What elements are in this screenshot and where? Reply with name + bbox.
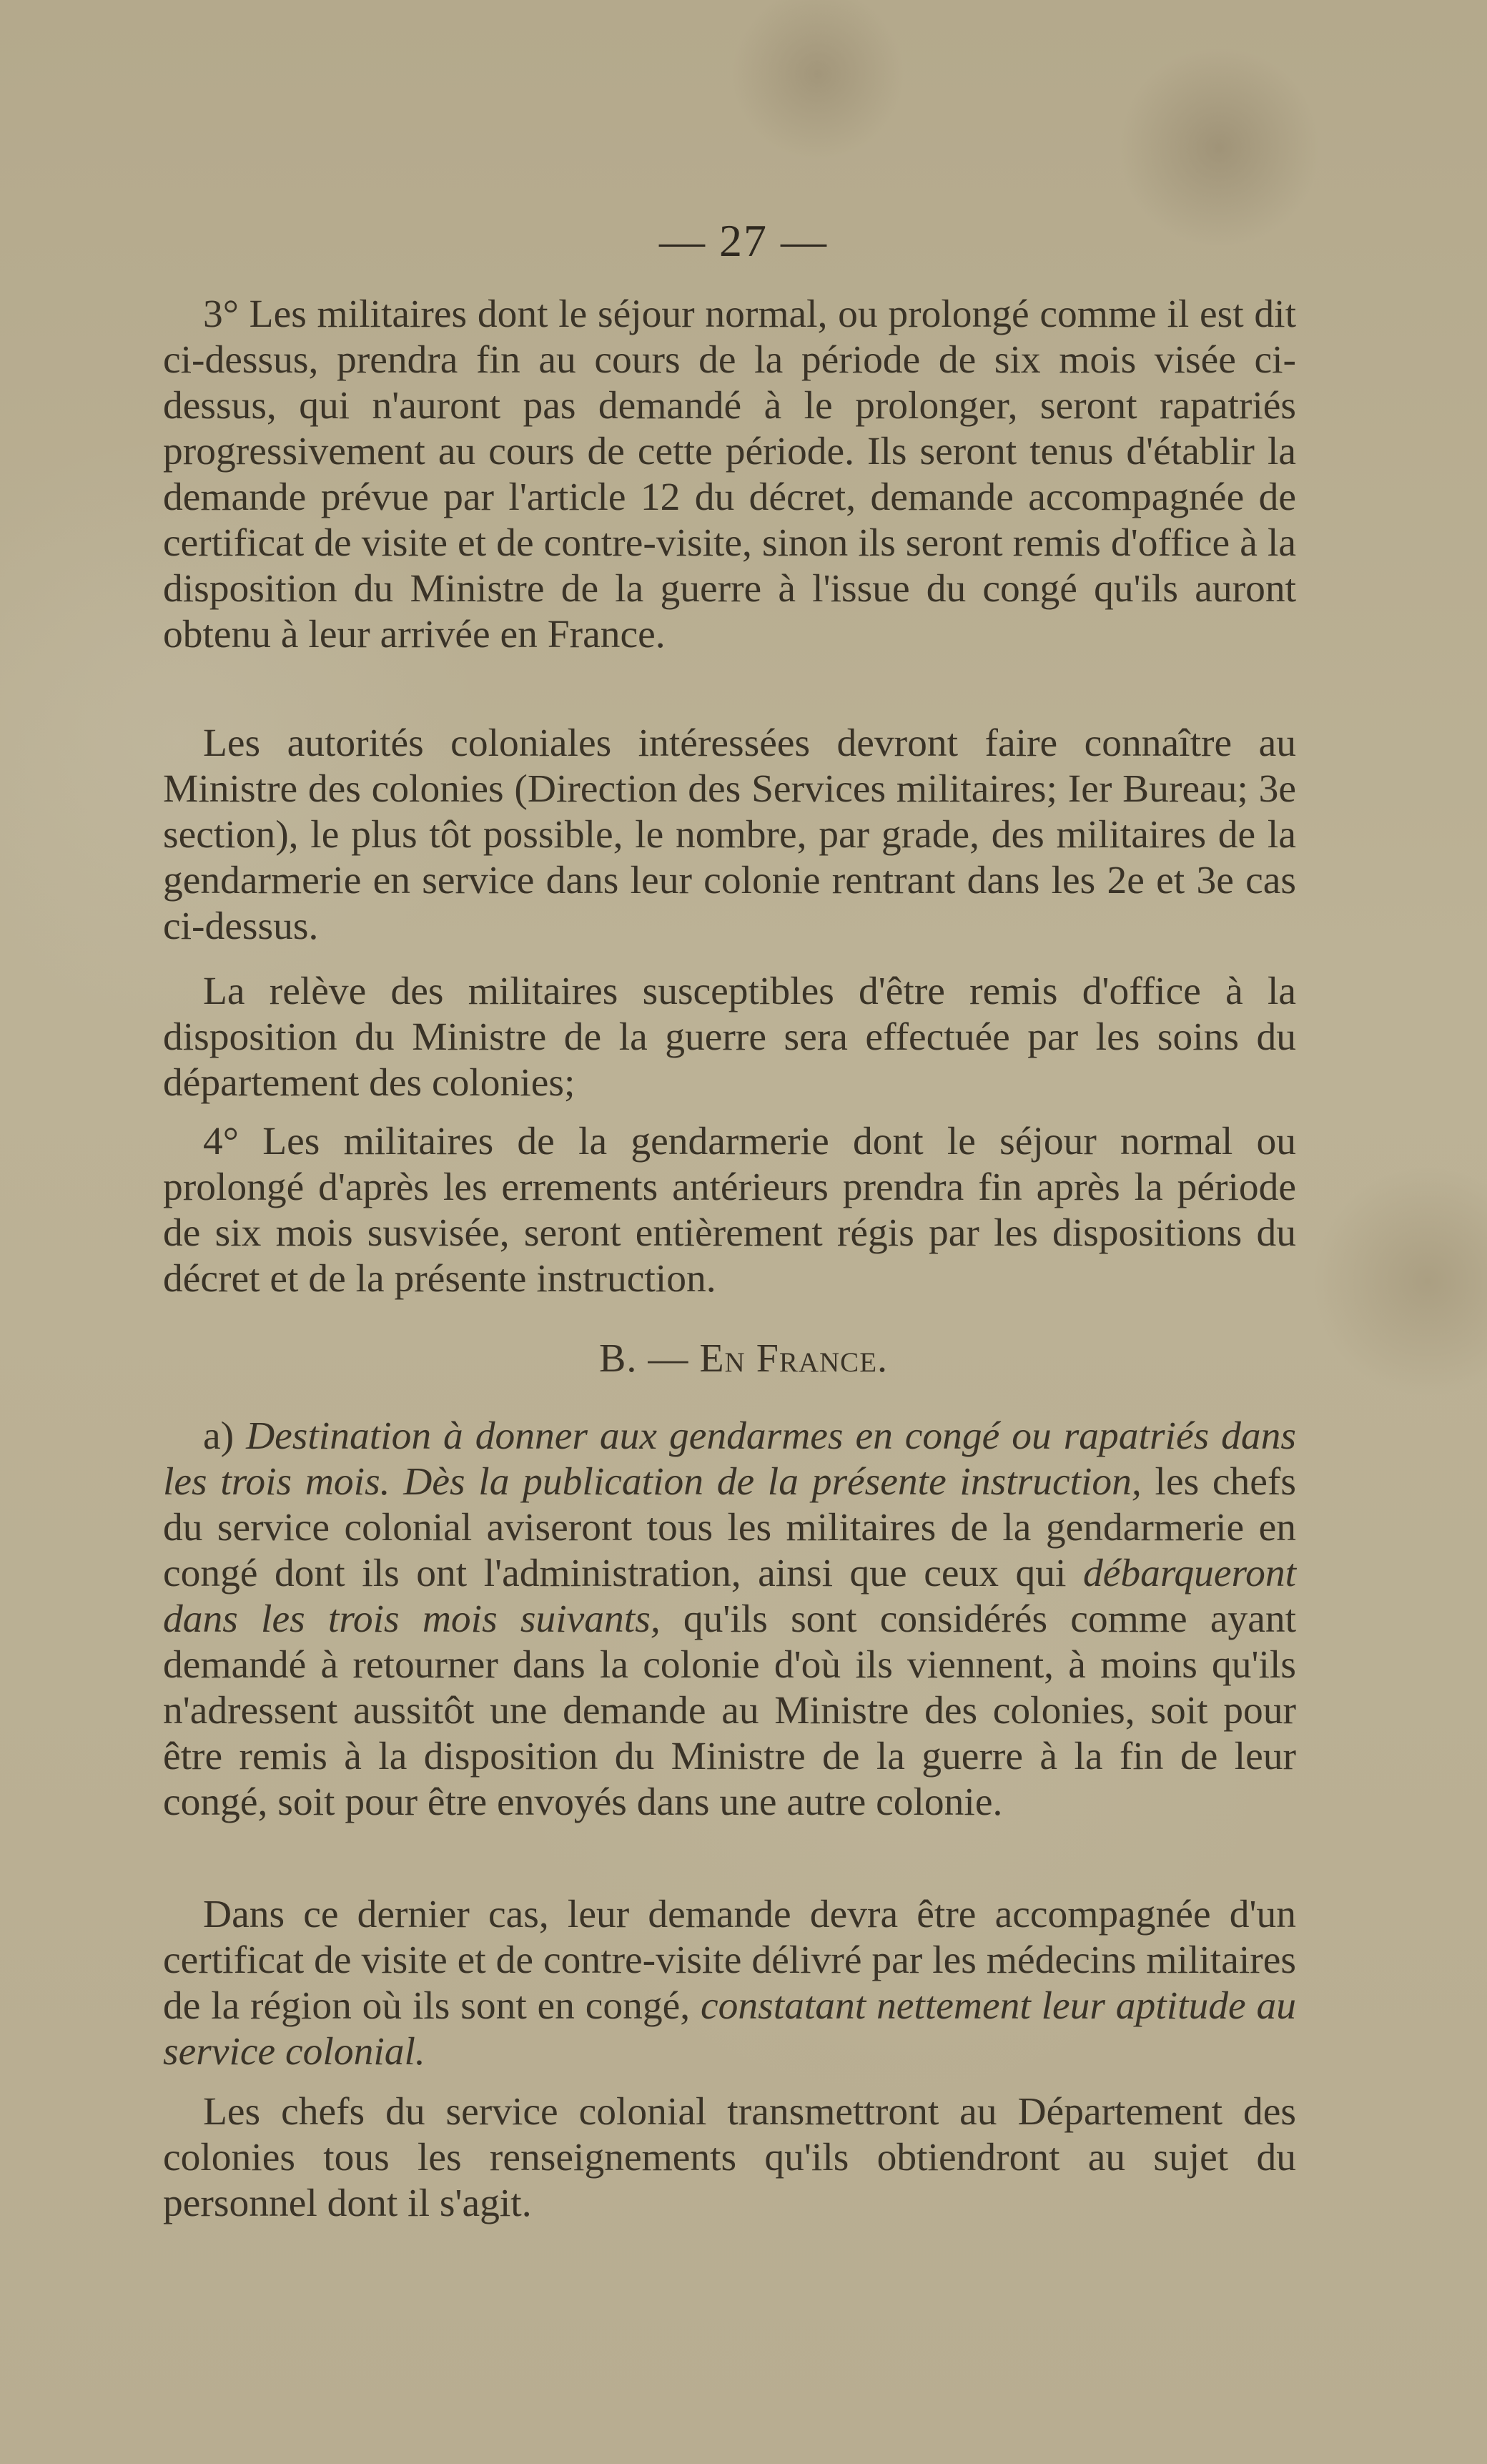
paragraph-dernier-cas-text — [163, 1892, 1296, 2075]
paragraph-3-text: 3° Les militaires dont le séjour normal, ou prolongé comme il est dit ci-dessus, prendra fin au cours de la période de six mois visée ci-dessus, qui n'auront pas demandé à le prolonger, seront rapatriés progressivement au cours de cette période. Ils seront tenus d'établir la demande prévue par l'article 12 du décret, demande accompagnée de certificat de visite et de contre-visite, sinon ils seront remis d'office à la disposition du Ministre de la guerre à l'issue du congé qu'ils auront obtenu à leur arrivée en France. — [163, 292, 1296, 656]
paragraph-a-italic-2: débarqueront dans les trois mois suivants, — [163, 1552, 1296, 1641]
paragraph-releve-text: La relève des militaires susceptibles d'être remis d'office à la disposition du Ministre de la guerre sera effectuée par les soins du département des colonies; — [163, 970, 1296, 1105]
paragraph-chefs-service — [163, 2089, 1296, 2227]
paragraph-colonial-authorities-text: Les autorités coloniales intéressées devront faire connaître au Ministre des colonies (Direction des Services militaires; Ier Bureau; 3e section), le plus tôt possible, le nombre, par grade, des militaires de la gendarmerie en service dans leur colonie rentrant dans les 2e et 3e cas ci-dessus. — [163, 721, 1296, 948]
paragraph-chefs-service-text: Les chefs du service colonial transmettront au Département des colonies tous les renseignements qu'ils obtiendront au sujet du personnel dont il s'agit. — [163, 2090, 1296, 2225]
paragraph-a-label: a) — [203, 1414, 234, 1458]
paragraph-3 — [163, 292, 1296, 658]
paragraph-dernier-cas-italic: constatant nettement leur aptitude au service colonial. — [163, 1984, 1296, 2074]
paragraph-dernier-cas-body: Dans ce dernier cas, leur demande devra être accompagnée d'un certificat de visite et de contre-visite délivré par les médecins militaires de la région où ils sont en congé, — [163, 1893, 1296, 2028]
paragraph-dernier-cas — [163, 1892, 1296, 2075]
paragraph-a — [163, 1414, 1296, 1825]
paragraph-4-text: 4° Les militaires de la gendarmerie dont le séjour normal ou prolongé d'après les errements antérieurs prendra fin après la période de six mois susvisée, seront entièrement régis par les dispositions du décret et de la présente instruction. — [163, 1120, 1296, 1301]
paragraph-colonial-authorities — [163, 721, 1296, 950]
paragraph-a-italic-title: Destination à donner aux gendarmes en congé ou rapatriés dans les trois mois. Dès la publication de la présente instruction, — [163, 1414, 1297, 1504]
paragraph-releve — [163, 969, 1296, 1106]
paragraph-a-text — [163, 1414, 1296, 1825]
page-number: — 27 — — [659, 215, 828, 266]
paragraph-a-body-2: qu'ils sont considérés comme ayant demandé à retourner dans la colonie d'où ils viennent, à moins qu'ils n'adressent aussitôt une demande au Ministre des colonies, soit pour être remis à la disposition du Ministre de la guerre à la fin de leur congé, soit pour être envoyés dans une autre colonie. — [163, 1597, 1297, 1824]
paragraph-a-body-1: les chefs du service colonial aviseront tous les militaires de la gendarmerie en congé dont ils ont l'administration, ainsi que ceux qui — [163, 1460, 1296, 1595]
paragraph-4 — [163, 1119, 1296, 1302]
section-heading: B. — En France. — [598, 1336, 889, 1381]
